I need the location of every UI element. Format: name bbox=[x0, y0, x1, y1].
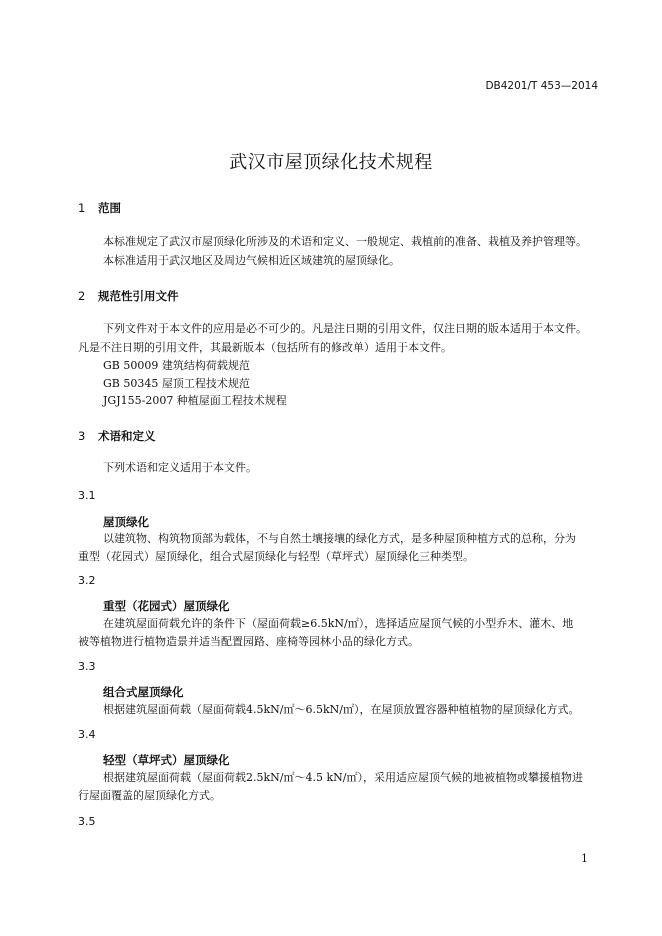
section-3-number: 3 bbox=[78, 429, 86, 443]
section-3-intro: 下列术语和定义适用于本文件。 bbox=[103, 461, 257, 474]
section-1-paragraph-2: 本标准适用于武汉地区及周边气候相近区域建筑的屋顶绿化。 bbox=[103, 254, 400, 267]
term-definition-line-1: 根据建筑屋面荷载（屋面荷载2.5kN/㎡～4.5 kN/㎡），采用适应屋顶气候的地被植物或攀援植物进 bbox=[103, 771, 583, 784]
section-2-number: 2 bbox=[78, 289, 86, 303]
term-definition-line-1: 以建筑物、构筑物顶部为载体，不与自然土壤接壤的绿化方式，是多种屋顶种植方式的总称，分为 bbox=[103, 532, 576, 545]
term-definition-line-1: 根据建筑屋面荷载（屋面荷载4.5kN/㎡～6.5kN/㎡），在屋顶放置容器种植植物的屋顶绿化方式。 bbox=[103, 703, 580, 716]
term-definition-line-2: 重型（花园式）屋顶绿化，组合式屋顶绿化与轻型（草坪式）屋顶绿化三种类型。 bbox=[78, 550, 474, 563]
term-definition-line-2: 被等植物进行植物造景并适当配置园路、座椅等园林小品的绿化方式。 bbox=[78, 635, 419, 648]
clause-number: 3.2 bbox=[78, 574, 96, 587]
clause-number: 3.5 bbox=[78, 815, 96, 828]
reference-item: GB 50345 屋顶工程技术规范 bbox=[103, 377, 250, 390]
section-3-title: 术语和定义 bbox=[98, 429, 156, 443]
section-1-title: 范围 bbox=[98, 201, 121, 215]
section-1-number: 1 bbox=[78, 201, 86, 215]
section-2-title: 规范性引用文件 bbox=[98, 289, 179, 303]
term-definition-line-1: 在建筑屋面荷载允许的条件下（屋面荷载≥6.5kN/㎡），选择适应屋顶气候的小型乔木、灌木、地 bbox=[103, 617, 574, 630]
term-name: 屋顶绿化 bbox=[103, 515, 149, 529]
term-name: 重型（花园式）屋顶绿化 bbox=[103, 599, 230, 613]
document-title: 武汉市屋顶绿化技术规程 bbox=[229, 152, 433, 173]
section-2-heading bbox=[78, 288, 179, 304]
section-1-heading bbox=[78, 200, 121, 216]
section-2-paragraph-line-1: 下列文件对于本文件的应用是必不可少的。凡是注日期的引用文件，仅注日期的版本适用于本文件。 bbox=[103, 322, 587, 335]
clause-number: 3.1 bbox=[78, 489, 96, 502]
clause-number: 3.4 bbox=[78, 728, 96, 741]
reference-item: GB 50009 建筑结构荷载规范 bbox=[103, 359, 250, 372]
term-name: 轻型（草坪式）屋顶绿化 bbox=[103, 753, 230, 767]
term-name: 组合式屋顶绿化 bbox=[103, 685, 184, 699]
reference-item: JGJ155-2007 种植屋面工程技术规程 bbox=[103, 394, 287, 407]
page-number: 1 bbox=[581, 852, 588, 865]
section-1-paragraph-1: 本标准规定了武汉市屋顶绿化所涉及的术语和定义、一般规定、栽植前的准备、栽植及养护管理等。 bbox=[103, 235, 587, 248]
section-2-paragraph-line-2: 凡是不注日期的引用文件，其最新版本（包括所有的修改单）适用于本文件。 bbox=[78, 341, 452, 354]
clause-number: 3.3 bbox=[78, 660, 96, 673]
standard-code-header: DB4201/T 453—2014 bbox=[485, 80, 598, 92]
term-definition-line-2: 行屋面覆盖的屋顶绿化方式。 bbox=[78, 789, 221, 802]
section-3-heading bbox=[78, 428, 156, 444]
